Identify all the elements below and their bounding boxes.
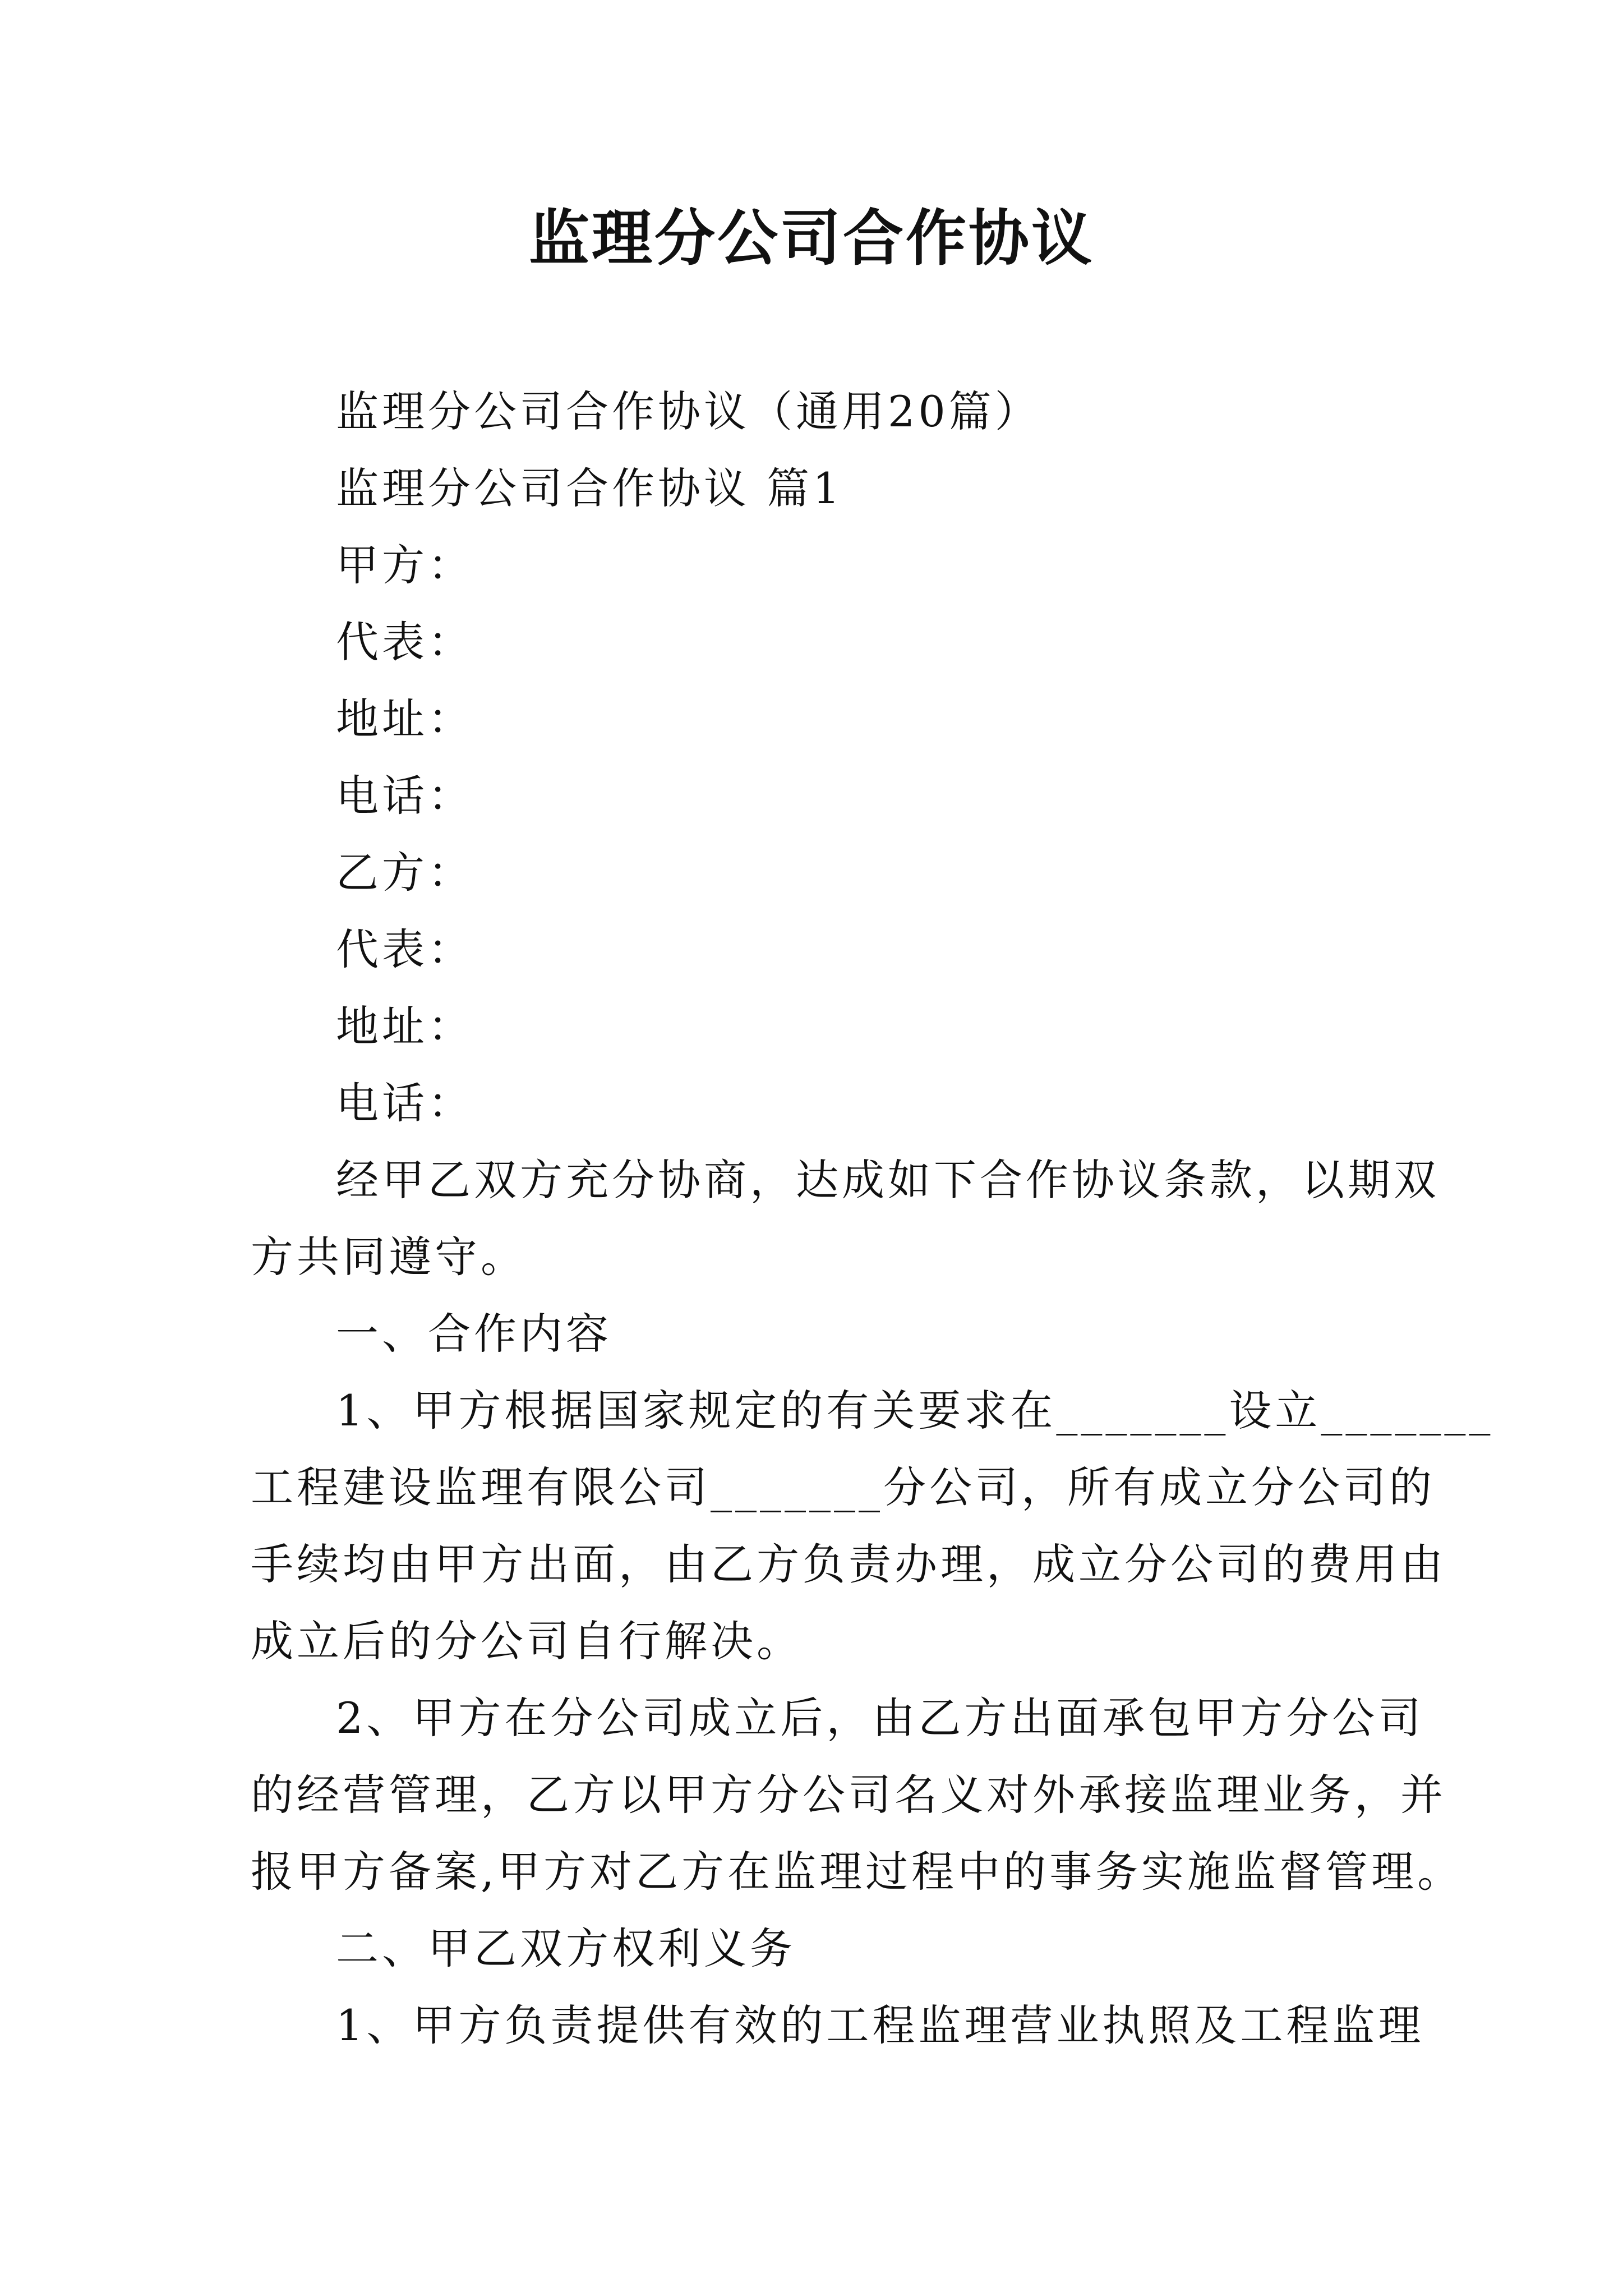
text-line: 代表： [336,924,474,974]
text-line: 成立后的分公司自行解决。 [251,1616,803,1666]
text-line: 代表： [336,617,474,667]
document-body [251,373,1494,2064]
text-line: 二、甲乙双方权利义务 [336,1924,796,1973]
document-title: 监理分公司合作协议 [528,203,1094,274]
text-line: 监理分公司合作协议 篇1 [336,463,843,513]
text-line: 甲方： [336,540,474,590]
text-line: 2、甲方在分公司成立后，由乙方出面承包甲方分公司 [336,1693,1424,1743]
text-line: 工程建设监理有限公司_______分公司，所有成立分公司的 [251,1462,1435,1512]
text-line: 一、合作内容 [336,1309,612,1359]
text-line: 电话： [336,1078,474,1128]
text-line: 方共同遵守。 [251,1232,527,1282]
text-line: 地址： [336,1001,474,1051]
text-line: 监理分公司合作协议（通用20篇） [336,386,1041,436]
text-line: 1、甲方负责提供有效的工程监理营业执照及工程监理 [336,2000,1424,2050]
text-line: 经甲乙双方充分协商，达成如下合作协议条款，以期双 [336,1155,1440,1205]
text-line: 手续均由甲方出面，由乙方负责办理，成立分公司的费用由 [251,1539,1446,1589]
text-line: 的经营管理，乙方以甲方分公司名义对外承接监理业务，并 [251,1770,1446,1820]
text-line: 乙方： [336,848,474,898]
text-line: 电话： [336,771,474,821]
text-line: 1、甲方根据国家规定的有关要求在_______设立_______ [336,1386,1494,1435]
text-line: 报甲方备案,甲方对乙方在监理过程中的事务实施监督管理。 [251,1847,1464,1897]
text-line: 地址： [336,694,474,744]
